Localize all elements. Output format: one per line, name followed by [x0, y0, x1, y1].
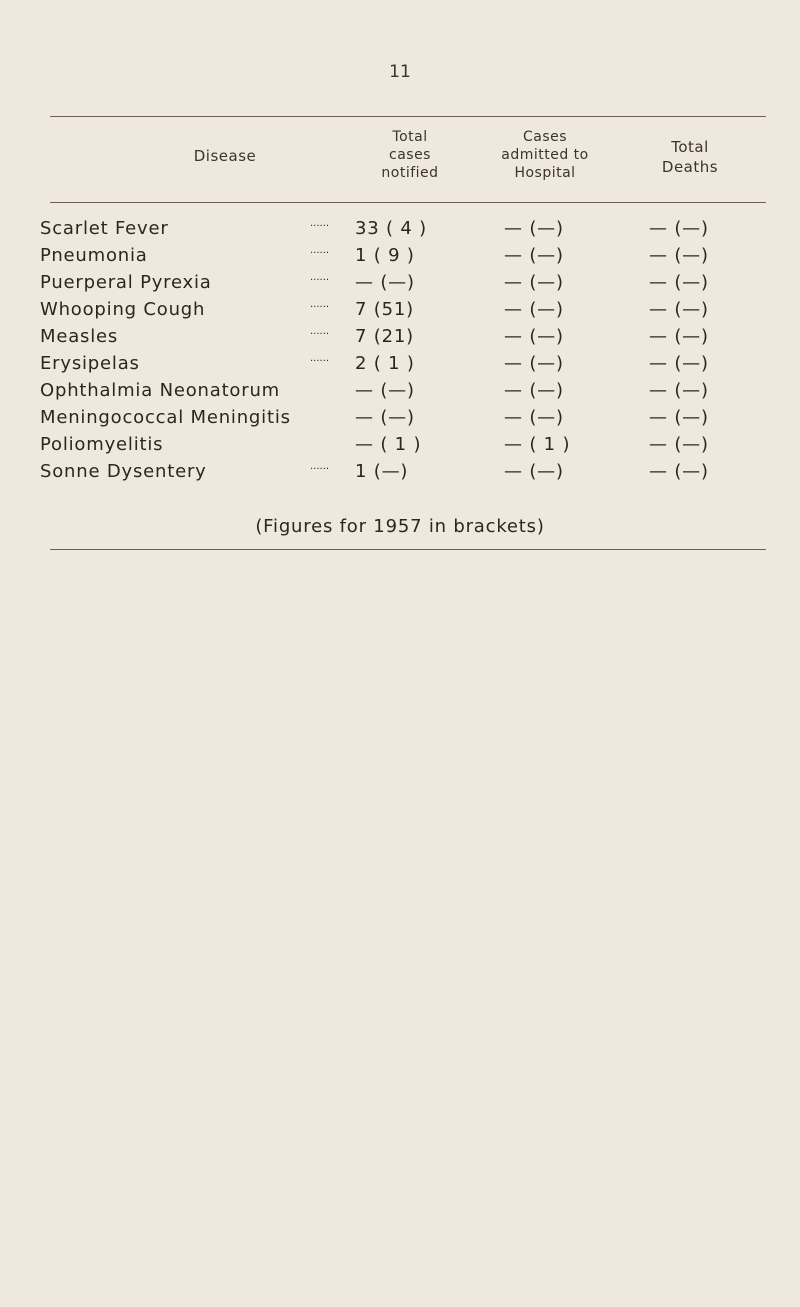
cases-notified: 2 ( 1 ) — [355, 353, 415, 374]
cases-admitted: — (—) — [504, 461, 564, 482]
cases-notified: 1 ( 9 ) — [355, 245, 415, 266]
cases-admitted: — (—) — [504, 380, 564, 401]
disease-name: Erysipelas — [40, 353, 140, 374]
total-deaths: — (—) — [649, 326, 709, 347]
cases-notified: 33 ( 4 ) — [355, 218, 427, 239]
header-deaths-line2: Deaths — [661, 158, 719, 176]
header-disease: Disease — [193, 147, 257, 165]
header-admitted — [475, 128, 615, 182]
table-row — [0, 272, 800, 299]
dot-leader: ...... — [310, 353, 330, 364]
disease-name: Measles — [40, 326, 119, 347]
top-rule — [50, 116, 766, 117]
table-row — [0, 380, 800, 407]
header-admitted-line1: Cases — [522, 129, 568, 145]
total-deaths: — (—) — [649, 245, 709, 266]
header-deaths — [620, 137, 760, 177]
table-row — [0, 218, 800, 245]
table-row — [0, 434, 800, 461]
cases-admitted: — (—) — [504, 272, 564, 293]
dot-leader: ...... — [310, 326, 330, 337]
cases-admitted: — (—) — [504, 299, 564, 320]
bottom-rule — [50, 549, 766, 550]
cases-admitted: — (—) — [504, 245, 564, 266]
header-deaths-line1: Total — [671, 138, 709, 156]
cases-admitted: — (—) — [504, 326, 564, 347]
table-row — [0, 245, 800, 272]
header-admitted-line2: admitted to — [501, 147, 589, 163]
disease-name: Whooping Cough — [40, 299, 206, 320]
page-number: 11 — [389, 62, 411, 82]
total-deaths: — (—) — [649, 218, 709, 239]
table-row — [0, 299, 800, 326]
cases-notified: 7 (21) — [355, 326, 414, 347]
table-row — [0, 461, 800, 488]
table-row — [0, 353, 800, 380]
disease-name: Pneumonia — [40, 245, 148, 266]
disease-name: Scarlet Fever — [40, 218, 169, 239]
total-deaths: — (—) — [649, 380, 709, 401]
disease-name: Meningococcal Meningitis — [40, 407, 291, 428]
table-row — [0, 407, 800, 434]
table-row — [0, 326, 800, 353]
dot-leader: ...... — [310, 461, 330, 472]
total-deaths: — (—) — [649, 434, 709, 455]
cases-notified: — (—) — [355, 407, 415, 428]
cases-admitted: — (—) — [504, 218, 564, 239]
header-rule — [50, 202, 766, 203]
header-admitted-line3: Hospital — [514, 165, 576, 181]
dot-leader: ...... — [310, 218, 330, 229]
disease-name: Poliomyelitis — [40, 434, 164, 455]
cases-admitted: — (—) — [504, 353, 564, 374]
dot-leader: ...... — [310, 299, 330, 310]
cases-notified: — ( 1 ) — [355, 434, 422, 455]
dot-leader: ...... — [310, 272, 330, 283]
cases-notified: — (—) — [355, 272, 415, 293]
header-total-cases-line1: Total — [392, 129, 428, 145]
cases-admitted: — ( 1 ) — [504, 434, 571, 455]
cases-notified: 7 (51) — [355, 299, 414, 320]
disease-name: Ophthalmia Neonatorum — [40, 380, 280, 401]
total-deaths: — (—) — [649, 272, 709, 293]
cases-admitted: — (—) — [504, 407, 564, 428]
total-deaths: — (—) — [649, 353, 709, 374]
footnote: (Figures for 1957 in brackets) — [255, 516, 545, 537]
header-total-cases-line2: cases — [389, 147, 431, 163]
header-total-cases — [350, 128, 470, 182]
disease-name: Puerperal Pyrexia — [40, 272, 212, 293]
disease-name: Sonne Dysentery — [40, 461, 207, 482]
total-deaths: — (—) — [649, 461, 709, 482]
cases-notified: — (—) — [355, 380, 415, 401]
cases-notified: 1 (—) — [355, 461, 409, 482]
total-deaths: — (—) — [649, 407, 709, 428]
table-body — [0, 218, 800, 488]
total-deaths: — (—) — [649, 299, 709, 320]
header-total-cases-line3: notified — [381, 165, 439, 181]
dot-leader: ...... — [310, 245, 330, 256]
